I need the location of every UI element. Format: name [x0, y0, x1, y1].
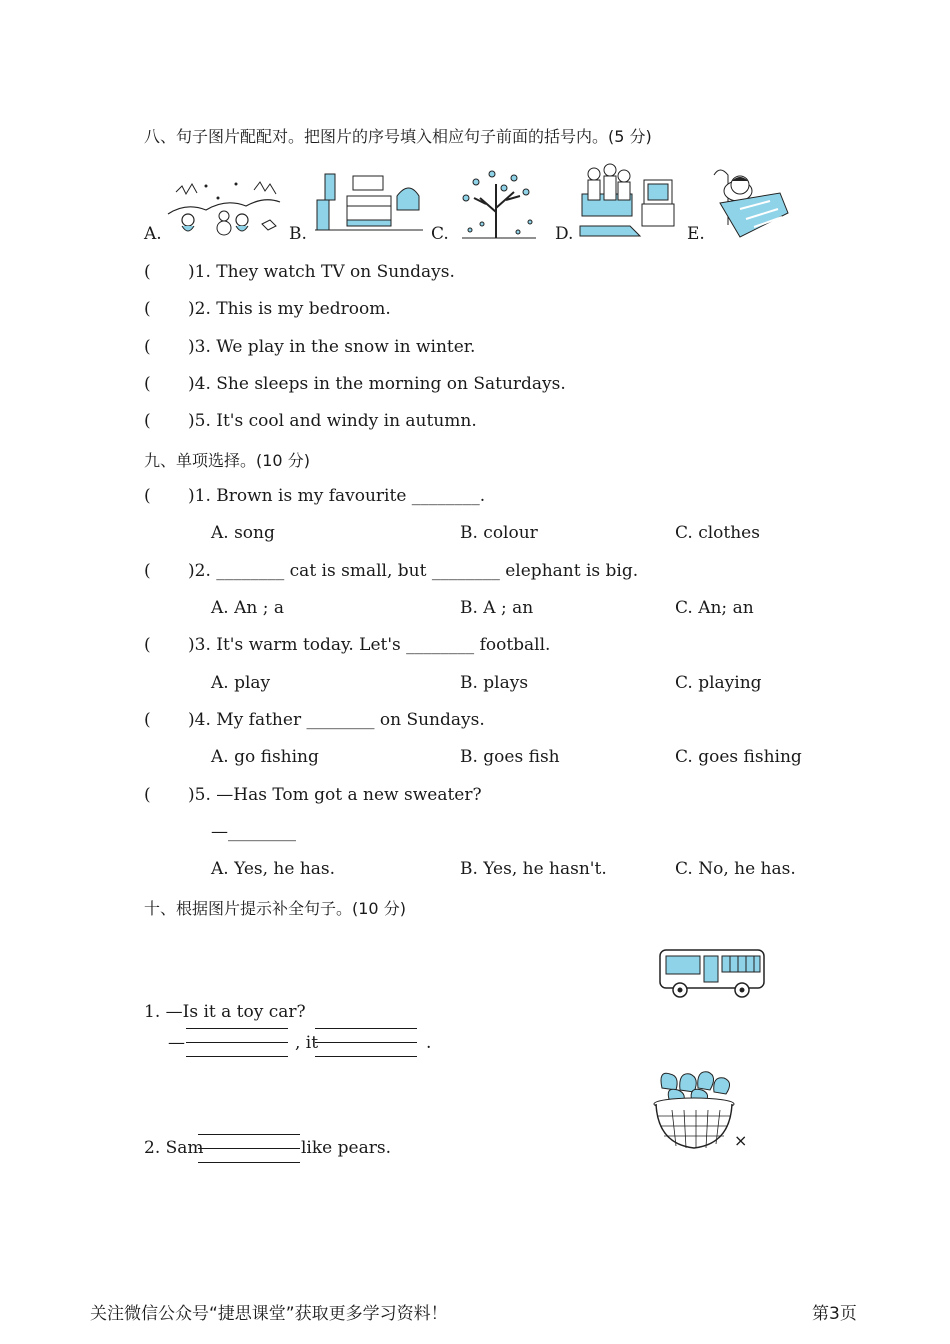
option-c[interactable]: C. No, he has. — [675, 859, 796, 879]
answer-paren[interactable]: ( — [144, 374, 151, 394]
picture-label-c: C. — [431, 224, 449, 244]
bedroom-icon — [313, 170, 423, 236]
option-a[interactable]: A. Yes, he has. — [211, 859, 336, 879]
answer-paren[interactable]: ( — [144, 561, 151, 581]
answer-paren[interactable]: ( — [144, 486, 151, 506]
option-b[interactable]: B. goes fish — [460, 747, 560, 767]
option-c[interactable]: C. An; an — [675, 598, 754, 618]
q2-start-text: 2. Sam — [144, 1138, 204, 1158]
section9-heading: 九、单项选择。(10 分) — [144, 451, 310, 470]
option-b[interactable]: B. plays — [460, 673, 529, 693]
q1-middle-text: , it — [295, 1033, 319, 1053]
option-b[interactable]: B. colour — [460, 523, 538, 543]
option-a[interactable]: A. An ; a — [211, 598, 284, 618]
section10-heading: 十、根据图片提示补全句子。(10 分) — [144, 899, 406, 918]
item-text: )3. We play in the snow in winter. — [188, 337, 476, 357]
girl-sleeping-icon — [710, 163, 790, 241]
option-a[interactable]: A. play — [211, 673, 271, 693]
q2-end-text: like pears. — [301, 1138, 391, 1158]
answer-paren[interactable]: ( — [144, 710, 151, 730]
option-b[interactable]: B. Yes, he hasn't. — [460, 859, 607, 879]
option-c[interactable]: C. clothes — [675, 523, 760, 543]
question-text: )1. Brown is my favourite ________. — [188, 486, 486, 506]
question-text: )4. My father ________ on Sundays. — [188, 710, 485, 730]
bus-icon — [656, 944, 770, 1004]
answer-blank[interactable] — [198, 1134, 300, 1176]
family-watching-tv-icon — [578, 160, 678, 240]
answer-paren[interactable]: ( — [144, 337, 151, 357]
autumn-tree-icon — [456, 166, 540, 240]
answer-paren[interactable]: ( — [144, 299, 151, 319]
answer-paren[interactable]: ( — [144, 411, 151, 431]
option-b[interactable]: B. A ; an — [460, 598, 534, 618]
answer-paren[interactable]: ( — [144, 262, 151, 282]
answer-paren[interactable]: ( — [144, 785, 151, 805]
answer-blank[interactable] — [315, 1028, 417, 1070]
answer-paren[interactable]: ( — [144, 635, 151, 655]
question-text: )3. It's warm today. Let's ________ football. — [188, 635, 551, 655]
q1-end-text: . — [426, 1033, 432, 1053]
cross-mark: × — [734, 1131, 748, 1150]
q1-dash: — — [168, 1033, 185, 1053]
footer-promo: 关注微信公众号“捷思课堂”获取更多学习资料！ — [90, 1304, 448, 1324]
section8-heading: 八、句子图片配配对。把图片的序号填入相应句子前面的括号内。(5 分) — [144, 127, 652, 146]
picture-label-d: D. — [555, 224, 574, 244]
answer-line: —________ — [211, 822, 296, 842]
item-text: )2. This is my bedroom. — [188, 299, 391, 319]
answer-blank[interactable] — [186, 1028, 288, 1070]
page-number: 第3页 — [812, 1304, 857, 1324]
question-text: )2. ________ cat is small, but ________ elephant is big. — [188, 561, 639, 581]
item-text: )1. They watch TV on Sundays. — [188, 262, 455, 282]
picture-label-a: A. — [144, 224, 162, 244]
option-c[interactable]: C. goes fishing — [675, 747, 802, 767]
question-text: )5. —Has Tom got a new sweater? — [188, 785, 482, 805]
item-text: )4. She sleeps in the morning on Saturdays. — [188, 374, 566, 394]
kids-playing-snow-icon — [166, 176, 282, 240]
item-text: )5. It's cool and windy in autumn. — [188, 411, 477, 431]
picture-label-b: B. — [289, 224, 307, 244]
option-a[interactable]: A. song — [211, 523, 275, 543]
q1-prompt: 1. —Is it a toy car? — [144, 1002, 306, 1022]
option-a[interactable]: A. go fishing — [211, 747, 319, 767]
picture-label-e: E. — [687, 224, 705, 244]
option-c[interactable]: C. playing — [675, 673, 762, 693]
